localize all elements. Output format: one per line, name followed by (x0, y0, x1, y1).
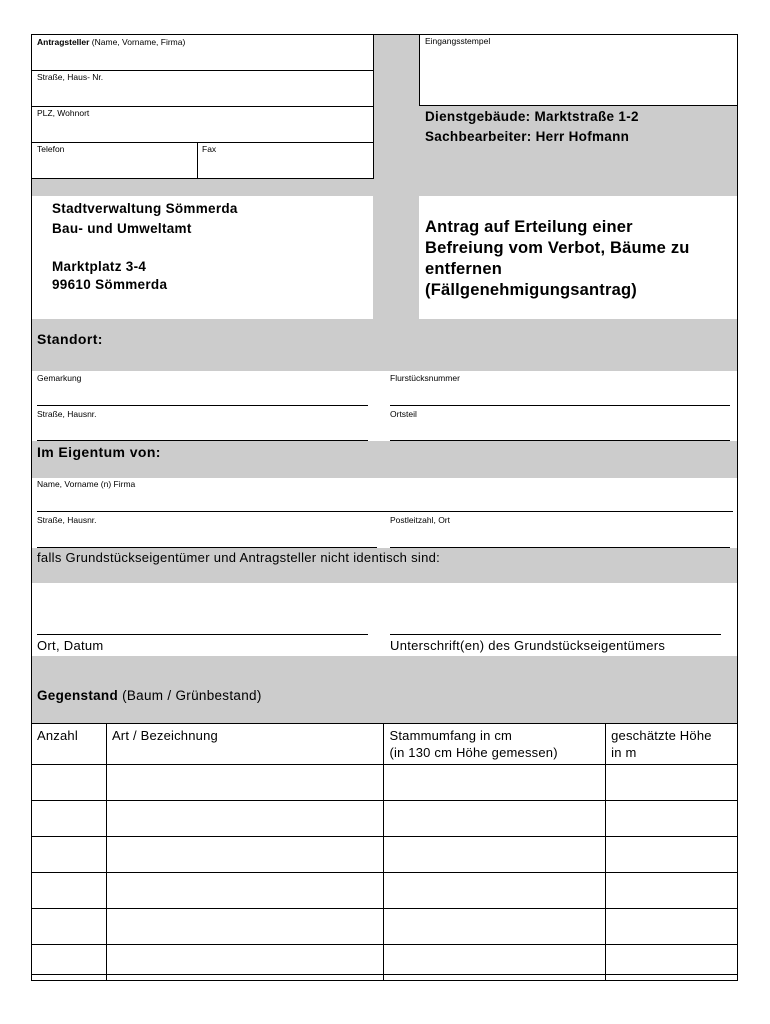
ortsteil-label: Ortsteil (390, 409, 417, 419)
header-anzahl: Anzahl (32, 724, 107, 765)
applicant-street-label: Straße, Haus- Nr. (37, 72, 104, 82)
count-cell[interactable] (32, 801, 107, 837)
owner-name-input-line[interactable] (37, 511, 733, 512)
applicant-fax-field[interactable] (197, 142, 374, 179)
address-line-4: 99610 Sömmerda (52, 277, 168, 292)
subject-heading: Gegenstand (Baum / Grünbestand) (37, 688, 262, 703)
title-line-4: (Fällgenehmigungsantrag) (425, 281, 637, 299)
flurstueck-label: Flurstücksnummer (390, 373, 460, 383)
owner-postal-label: Postleitzahl, Ort (390, 515, 450, 525)
owner-heading-band (32, 441, 737, 478)
address-line-2: Bau- und Umweltamt (52, 221, 192, 236)
tree-table-row (32, 765, 738, 801)
header-art: Art / Bezeichnung (106, 724, 384, 765)
owner-note: falls Grundstückseigentümer und Antragsteller nicht identisch sind: (37, 550, 441, 565)
place-date-line[interactable] (37, 634, 368, 635)
height-cell[interactable] (606, 765, 738, 801)
height-cell[interactable] (606, 801, 738, 837)
count-cell[interactable] (32, 873, 107, 909)
place-date-label: Ort, Datum (37, 638, 104, 653)
tree-table-row (32, 909, 738, 945)
address-line-1: Stadtverwaltung Sömmerda (52, 201, 238, 216)
trunk-cell[interactable] (384, 873, 606, 909)
species-cell[interactable] (106, 909, 384, 945)
applicant-street-field[interactable] (31, 70, 374, 107)
office-info (425, 107, 735, 147)
location-heading: Standort: (37, 331, 103, 347)
applicant-fax-label: Fax (202, 144, 217, 154)
species-cell[interactable] (106, 945, 384, 981)
species-cell[interactable] (106, 801, 384, 837)
tree-table-row (32, 837, 738, 873)
tree-table-header-row (32, 724, 738, 765)
count-cell[interactable] (32, 945, 107, 981)
flurstueck-input-line[interactable] (390, 405, 730, 406)
owner-heading: Im Eigentum von: (37, 444, 161, 460)
height-cell[interactable] (606, 909, 738, 945)
location-street-label: Straße, Hausnr. (37, 409, 97, 419)
stamp-label: Eingangsstempel (425, 36, 491, 46)
height-cell[interactable] (606, 837, 738, 873)
count-cell[interactable] (32, 909, 107, 945)
authority-address-block (32, 196, 373, 319)
tree-table-row (32, 873, 738, 909)
gemarkung-input-line[interactable] (37, 405, 368, 406)
owner-name-label: Name, Vorname (n) Firma (37, 479, 136, 489)
applicant-phone-label: Telefon (37, 144, 65, 154)
office-clerk: Sachbearbeiter: Herr Hofmann (425, 129, 630, 144)
trunk-cell[interactable] (384, 945, 606, 981)
tree-table-row (32, 945, 738, 981)
applicant-city-label: PLZ, Wohnort (37, 108, 90, 118)
height-cell[interactable] (606, 873, 738, 909)
trunk-cell[interactable] (384, 801, 606, 837)
header-stammumfang: Stammumfang in cm (in 130 cm Höhe gemessen) (384, 724, 606, 765)
office-building: Dienstgebäude: Marktstraße 1-2 (425, 109, 639, 124)
species-cell[interactable] (106, 837, 384, 873)
count-cell[interactable] (32, 837, 107, 873)
species-cell[interactable] (106, 765, 384, 801)
height-cell[interactable] (606, 945, 738, 981)
form-title-block (419, 196, 737, 319)
trunk-cell[interactable] (384, 837, 606, 873)
signature-line[interactable] (390, 634, 721, 635)
applicant-name-field[interactable] (31, 34, 374, 71)
trunk-cell[interactable] (384, 765, 606, 801)
tree-table-row (32, 801, 738, 837)
species-cell[interactable] (106, 873, 384, 909)
signature-label: Unterschrift(en) des Grundstückseigentümers (390, 638, 666, 653)
header-hoehe: geschätzte Höhe in m (606, 724, 738, 765)
title-line-2: Befreiung vom Verbot, Bäume zu (425, 239, 690, 257)
applicant-city-field[interactable] (31, 106, 374, 143)
receipt-stamp-box (419, 34, 738, 106)
gemarkung-label: Gemarkung (37, 373, 82, 383)
tree-table (31, 723, 738, 981)
location-heading-band (32, 319, 737, 371)
title-line-1: Antrag auf Erteilung einer (425, 218, 633, 236)
applicant-label: Antragsteller (Name, Vorname, Firma) (37, 37, 186, 47)
title-line-3: entfernen (425, 260, 502, 278)
subject-heading-band (32, 656, 737, 723)
applicant-phone-field[interactable] (31, 142, 198, 179)
trunk-cell[interactable] (384, 909, 606, 945)
owner-note-band (32, 548, 737, 583)
count-cell[interactable] (32, 765, 107, 801)
owner-street-label: Straße, Hausnr. (37, 515, 97, 525)
address-line-3: Marktplatz 3-4 (52, 259, 147, 274)
